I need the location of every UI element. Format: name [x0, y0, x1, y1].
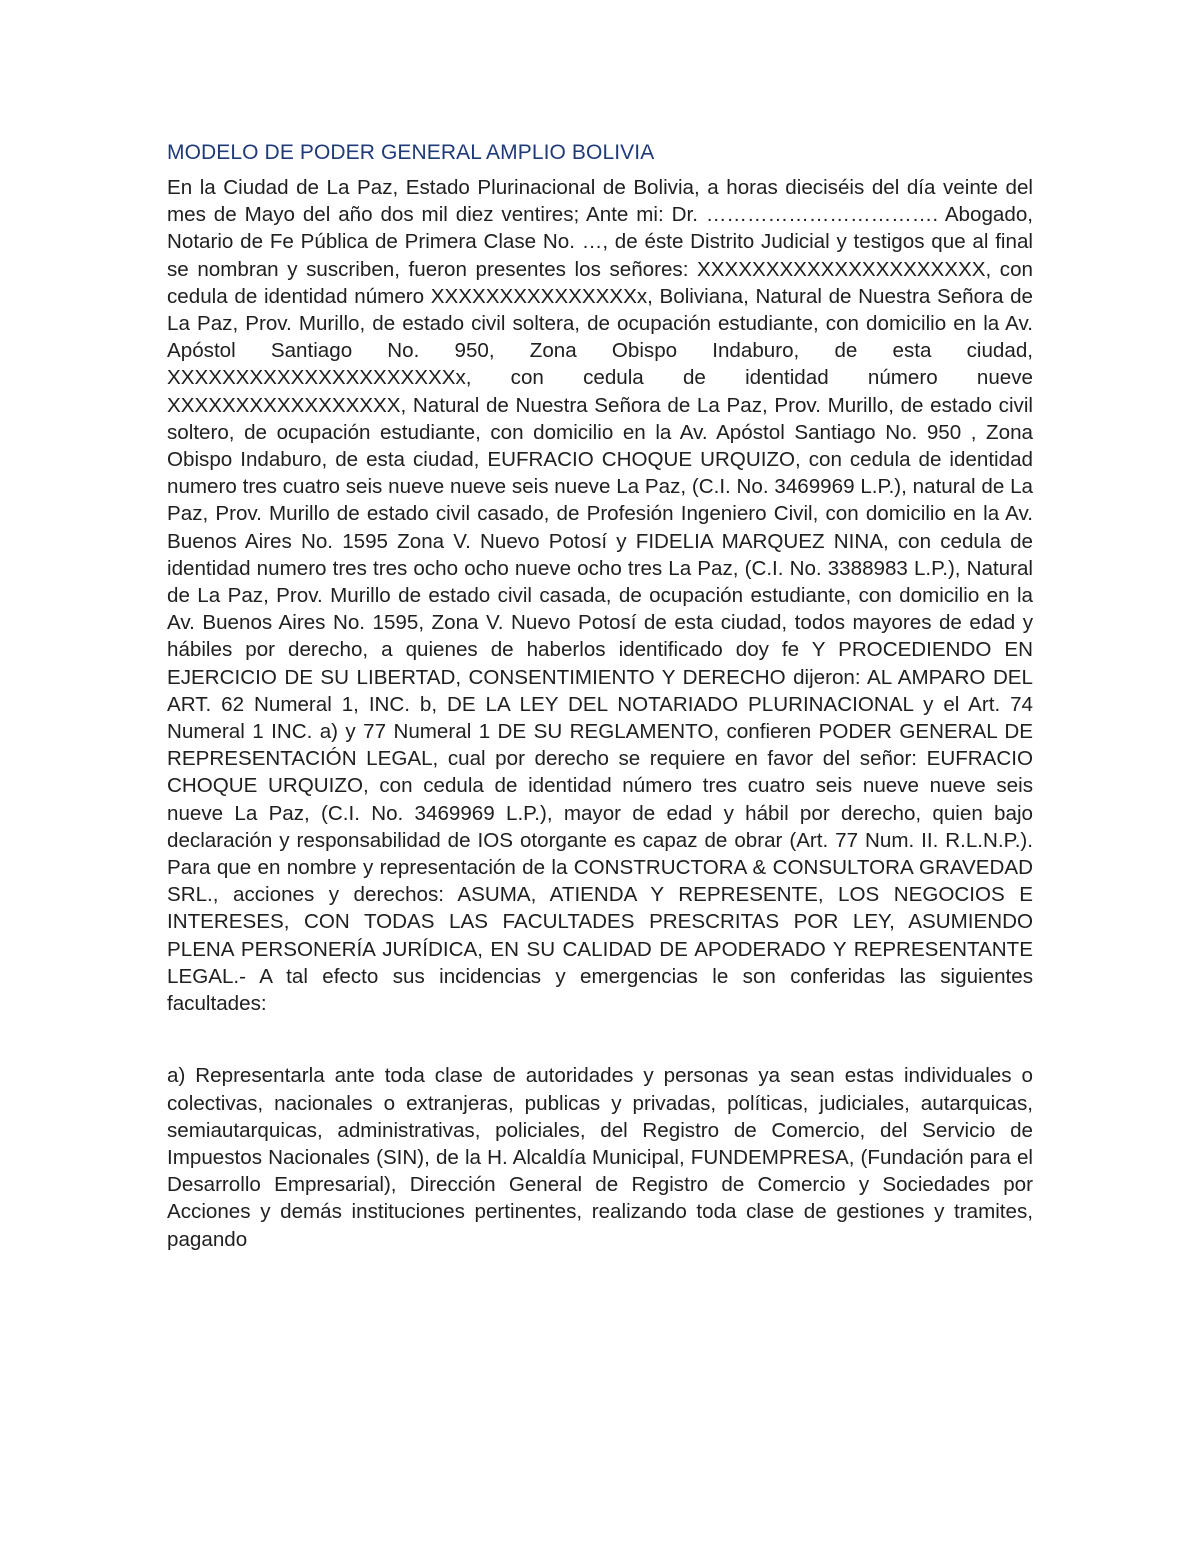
document-body	[167, 138, 1033, 1253]
paragraph-faculty-a: a) Representarla ante toda clase de autoridades y personas ya sean estas individuales o colectivas, nacionales o extranjeras, publicas y privadas, políticas, judiciales, autarquicas, semiautarquicas, administrativas, policiales, del Registro de Comercio, del Servicio de Impuestos Nacionales (SIN), de la H. Alcaldía Municipal, FUNDEMPRESA, (Fundación para el Desarrollo Empresarial), Dirección General de Registro de Comercio y Sociedades por Acciones y demás instituciones pertinentes, realizando toda clase de gestiones y tramites, pagando	[167, 1064, 1033, 1251]
document-title: MODELO DE PODER GENERAL AMPLIO BOLIVIA	[167, 141, 655, 164]
paragraph-intro: En la Ciudad de La Paz, Estado Plurinacional de Bolivia, a horas dieciséis del día veinte del mes de Mayo del año dos mil diez ventires; Ante mi: Dr. ……………………………. Abogado, Notario de Fe Pública de Primera Clase No. …, de éste Distrito Judicial y testigos que al final se nombran y suscriben, fueron presentes los señores: XXXXXXXXXXXXXXXXXXXXX, con cedula de identidad número XXXXXXXXXXXXXXXx, Boliviana, Natural de Nuestra Señora de La Paz, Prov. Murillo, de estado civil soltera, de ocupación estudiante, con domicilio en la Av. Apóstol Santiago No. 950, Zona Obispo Indaburo, de esta ciudad, XXXXXXXXXXXXXXXXXXXXXx, con cedula de identidad número nueve XXXXXXXXXXXXXXXXX, Natural de Nuestra Señora de La Paz, Prov. Murillo, de estado civil soltero, de ocupación estudiante, con domicilio en la Av. Apóstol Santiago No. 950 , Zona Obispo Indaburo, de esta ciudad, EUFRACIO CHOQUE URQUIZO, con cedula de identidad numero tres cuatro seis nueve nueve seis nueve La Paz, (C.I. No. 3469969 L.P.), natural de La Paz, Prov. Murillo de estado civil casado, de Profesión Ingeniero Civil, con domicilio en la Av. Buenos Aires No. 1595 Zona V. Nuevo Potosí y FIDELIA MARQUEZ NINA, con cedula de identidad numero tres tres ocho ocho nueve ocho tres La Paz, (C.I. No. 3388983 L.P.), Natural de La Paz, Prov. Murillo de estado civil casada, de ocupación estudiante, con domicilio en la Av. Buenos Aires No. 1595, Zona V. Nuevo Potosí de esta ciudad, todos mayores de edad y hábiles por derecho, a quienes de haberlos identificado doy fe Y PROCEDIENDO EN EJERCICIO DE SU LIBERTAD, CONSENTIMIENTO Y DERECHO dijeron: AL AMPARO DEL ART. 62 Numeral 1, INC. b, DE LA LEY DEL NOTARIADO PLURINACIONAL y el Art. 74 Numeral 1 INC. a) y 77 Numeral 1 DE SU REGLAMENTO, confieren PODER GENERAL DE REPRESENTACIÓN LEGAL, cual por derecho se requiere en favor del señor: EUFRACIO CHOQUE URQUIZO, con cedula de identidad número tres cuatro seis nueve nueve seis nueve La Paz, (C.I. No. 3469969 L.P.), mayor de edad y hábil por derecho, quien bajo declaración y responsabilidad de IOS otorgante es capaz de obrar (Art. 77 Num. II. R.L.N.P.). Para que en nombre y representación de la CONSTRUCTORA & CONSULTORA GRAVEDAD SRL., acciones y derechos: ASUMA, ATIENDA Y REPRESENTE, LOS NEGOCIOS E INTERESES, CON TODAS LAS FACULTADES PRESCRITAS POR LEY, ASUMIENDO PLENA PERSONERÍA JURÍDICA, EN SU CALIDAD DE APODERADO Y REPRESENTANTE LEGAL.- A tal efecto sus incidencias y emergencias le son conferidas las siguientes facultades:	[167, 176, 1033, 1016]
paragraph-spacer	[167, 1017, 1033, 1062]
